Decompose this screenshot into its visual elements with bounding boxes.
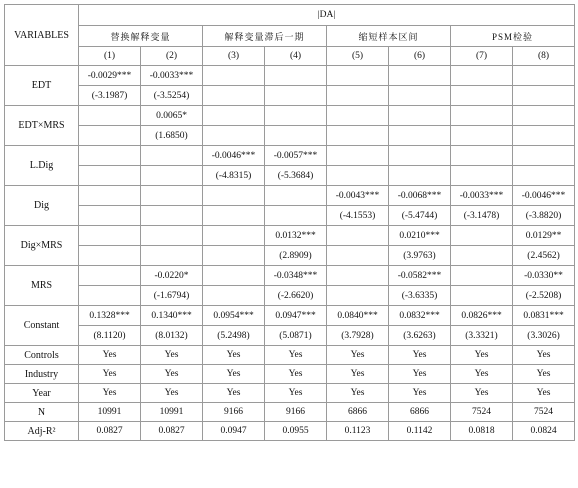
t-stat-cell: (-2.5208)	[513, 286, 575, 306]
stat-cell: 0.0947	[203, 422, 265, 441]
t-stat-cell	[79, 246, 141, 266]
coefficient-cell: -0.0068***	[389, 186, 451, 206]
column-number: (8)	[513, 47, 575, 66]
stat-cell: 0.1142	[389, 422, 451, 441]
t-stat-cell	[327, 246, 389, 266]
stat-cell: Yes	[327, 384, 389, 403]
coefficient-cell	[327, 266, 389, 286]
stat-row	[5, 422, 575, 441]
t-stat-cell: (-3.1987)	[79, 86, 141, 106]
coefficient-cell	[265, 106, 327, 126]
t-stat-cell	[141, 246, 203, 266]
stat-cell: Yes	[451, 346, 513, 365]
coefficient-cell	[79, 226, 141, 246]
t-stat-cell	[451, 126, 513, 146]
group-header-1: 替换解释变量	[79, 26, 203, 47]
t-stat-cell: (-1.6794)	[141, 286, 203, 306]
t-stat-cell: (5.2498)	[203, 326, 265, 346]
coefficient-cell: -0.0033***	[141, 66, 203, 86]
stat-row	[5, 384, 575, 403]
stat-cell: 0.0818	[451, 422, 513, 441]
coefficient-cell	[451, 146, 513, 166]
stat-cell: Yes	[265, 346, 327, 365]
t-stat-cell	[79, 286, 141, 306]
t-stat-cell: (-3.6335)	[389, 286, 451, 306]
stat-cell: 10991	[141, 403, 203, 422]
row-label: MRS	[5, 266, 79, 306]
row-label: Dig	[5, 186, 79, 226]
stat-cell: Yes	[327, 346, 389, 365]
stat-row	[5, 403, 575, 422]
coefficient-cell	[327, 106, 389, 126]
t-stat-cell	[203, 126, 265, 146]
coefficient-cell	[203, 186, 265, 206]
coefficient-cell: 0.0129**	[513, 226, 575, 246]
stat-cell: Yes	[513, 365, 575, 384]
t-stat-cell	[451, 86, 513, 106]
t-stat-cell: (5.0871)	[265, 326, 327, 346]
coef-row	[5, 66, 575, 86]
stat-cell: Yes	[513, 346, 575, 365]
t-stat-cell	[327, 286, 389, 306]
stat-cell: Yes	[141, 365, 203, 384]
coef-row	[5, 306, 575, 326]
t-stat-cell	[327, 126, 389, 146]
coefficient-cell: 0.0947***	[265, 306, 327, 326]
coefficient-cell	[451, 266, 513, 286]
row-label: EDT×MRS	[5, 106, 79, 146]
t-stat-cell	[141, 166, 203, 186]
t-stat-cell	[265, 126, 327, 146]
t-stat-cell	[265, 206, 327, 226]
t-stat-row	[5, 246, 575, 266]
t-stat-cell	[141, 206, 203, 226]
stat-cell: Yes	[203, 384, 265, 403]
coefficient-cell	[451, 106, 513, 126]
t-stat-cell	[203, 286, 265, 306]
t-stat-cell: (-5.3684)	[265, 166, 327, 186]
coefficient-cell: -0.0057***	[265, 146, 327, 166]
t-stat-cell	[513, 166, 575, 186]
coef-row	[5, 106, 575, 126]
t-stat-cell	[451, 246, 513, 266]
t-stat-cell: (3.7928)	[327, 326, 389, 346]
column-number: (1)	[79, 47, 141, 66]
row-label: Constant	[5, 306, 79, 346]
coefficient-cell	[451, 226, 513, 246]
coefficient-cell: 0.0954***	[203, 306, 265, 326]
stat-cell: Yes	[79, 384, 141, 403]
coefficient-cell: 0.0065*	[141, 106, 203, 126]
coefficient-cell: -0.0330**	[513, 266, 575, 286]
regression-table-container	[4, 4, 574, 441]
t-stat-cell: (-4.1553)	[327, 206, 389, 226]
t-stat-cell	[513, 86, 575, 106]
stat-cell: Yes	[79, 365, 141, 384]
row-label: L.Dig	[5, 146, 79, 186]
t-stat-cell	[451, 286, 513, 306]
column-number: (2)	[141, 47, 203, 66]
t-stat-cell: (-4.8315)	[203, 166, 265, 186]
stat-cell: 0.0955	[265, 422, 327, 441]
stat-label: Controls	[5, 346, 79, 365]
t-stat-cell: (-5.4744)	[389, 206, 451, 226]
t-stat-cell: (3.3321)	[451, 326, 513, 346]
coefficient-cell: 0.1340***	[141, 306, 203, 326]
t-stat-row	[5, 86, 575, 106]
coefficient-cell	[513, 146, 575, 166]
group-header-2: 解释变量滞后一期	[203, 26, 327, 47]
stat-cell: 0.0827	[79, 422, 141, 441]
t-stat-cell: (8.0132)	[141, 326, 203, 346]
t-stat-cell: (3.3026)	[513, 326, 575, 346]
coefficient-cell	[79, 106, 141, 126]
coefficient-cell	[203, 266, 265, 286]
stat-cell: Yes	[389, 384, 451, 403]
coefficient-cell	[79, 186, 141, 206]
t-stat-cell: (1.6850)	[141, 126, 203, 146]
stat-label: Industry	[5, 365, 79, 384]
t-stat-row	[5, 126, 575, 146]
coefficient-cell: -0.0033***	[451, 186, 513, 206]
stat-cell: 0.0824	[513, 422, 575, 441]
stat-cell: 9166	[265, 403, 327, 422]
stat-cell: Yes	[203, 365, 265, 384]
stat-cell: Yes	[141, 384, 203, 403]
row-label: EDT	[5, 66, 79, 106]
t-stat-cell: (-2.6620)	[265, 286, 327, 306]
t-stat-cell	[79, 166, 141, 186]
stat-cell: 10991	[79, 403, 141, 422]
coefficient-cell: -0.0348***	[265, 266, 327, 286]
coefficient-cell: 0.0132***	[265, 226, 327, 246]
stat-cell: Yes	[265, 365, 327, 384]
stat-cell: Yes	[265, 384, 327, 403]
group-header-3: 缩短样本区间	[327, 26, 451, 47]
t-stat-cell	[389, 126, 451, 146]
t-stat-cell	[203, 246, 265, 266]
coefficient-cell	[141, 226, 203, 246]
stat-cell: 6866	[327, 403, 389, 422]
stat-label: Year	[5, 384, 79, 403]
t-stat-cell	[513, 126, 575, 146]
t-stat-cell	[203, 206, 265, 226]
coefficient-cell	[265, 186, 327, 206]
t-stat-row	[5, 286, 575, 306]
coefficient-cell: -0.0582***	[389, 266, 451, 286]
coefficient-cell	[513, 106, 575, 126]
t-stat-cell	[389, 166, 451, 186]
coefficient-cell	[513, 66, 575, 86]
t-stat-cell	[451, 166, 513, 186]
stat-cell: Yes	[451, 384, 513, 403]
coef-row	[5, 146, 575, 166]
group-header-4: PSM检验	[451, 26, 575, 47]
regression-table	[4, 4, 575, 441]
dependent-variable-header: |DA|	[79, 5, 575, 26]
t-stat-cell: (3.6263)	[389, 326, 451, 346]
coefficient-cell	[451, 66, 513, 86]
stat-cell: Yes	[451, 365, 513, 384]
stat-cell: 7524	[513, 403, 575, 422]
stat-cell: 0.1123	[327, 422, 389, 441]
column-number: (5)	[327, 47, 389, 66]
coefficient-cell	[389, 146, 451, 166]
row-label: Dig×MRS	[5, 226, 79, 266]
coefficient-cell	[265, 66, 327, 86]
stat-cell: Yes	[141, 346, 203, 365]
t-stat-cell: (2.4562)	[513, 246, 575, 266]
coefficient-cell	[327, 226, 389, 246]
stat-cell: Yes	[203, 346, 265, 365]
coefficient-cell: 0.0832***	[389, 306, 451, 326]
coefficient-cell: 0.0831***	[513, 306, 575, 326]
coefficient-cell: 0.0210***	[389, 226, 451, 246]
t-stat-cell: (3.9763)	[389, 246, 451, 266]
coefficient-cell: -0.0046***	[203, 146, 265, 166]
stat-cell: Yes	[389, 365, 451, 384]
coefficient-cell	[141, 146, 203, 166]
stat-cell: Yes	[513, 384, 575, 403]
coefficient-cell: -0.0029***	[79, 66, 141, 86]
coefficient-cell: -0.0046***	[513, 186, 575, 206]
coefficient-cell	[327, 146, 389, 166]
coefficient-cell: -0.0043***	[327, 186, 389, 206]
coef-row	[5, 186, 575, 206]
variables-header: VARIABLES	[5, 5, 79, 66]
coefficient-cell: 0.1328***	[79, 306, 141, 326]
coef-row	[5, 266, 575, 286]
stat-cell: 7524	[451, 403, 513, 422]
coefficient-cell: -0.0220*	[141, 266, 203, 286]
t-stat-cell: (2.8909)	[265, 246, 327, 266]
stat-cell: Yes	[389, 346, 451, 365]
coefficient-cell	[203, 106, 265, 126]
coefficient-cell	[389, 66, 451, 86]
t-stat-row	[5, 326, 575, 346]
t-stat-cell: (-3.1478)	[451, 206, 513, 226]
t-stat-cell: (8.1120)	[79, 326, 141, 346]
stat-label: Adj-R²	[5, 422, 79, 441]
stat-label: N	[5, 403, 79, 422]
coefficient-cell	[389, 106, 451, 126]
stat-cell: 9166	[203, 403, 265, 422]
t-stat-cell: (-3.8820)	[513, 206, 575, 226]
t-stat-cell	[327, 86, 389, 106]
coefficient-cell	[203, 226, 265, 246]
t-stat-cell	[265, 86, 327, 106]
t-stat-row	[5, 166, 575, 186]
coefficient-cell	[327, 66, 389, 86]
stat-cell: Yes	[327, 365, 389, 384]
t-stat-cell	[203, 86, 265, 106]
stat-row	[5, 365, 575, 384]
stat-cell: 6866	[389, 403, 451, 422]
stat-cell: Yes	[79, 346, 141, 365]
coefficient-cell	[79, 266, 141, 286]
t-stat-row	[5, 206, 575, 226]
stat-cell: 0.0827	[141, 422, 203, 441]
t-stat-cell	[79, 206, 141, 226]
t-stat-cell	[327, 166, 389, 186]
column-number: (3)	[203, 47, 265, 66]
coefficient-cell	[79, 146, 141, 166]
t-stat-cell	[79, 126, 141, 146]
coefficient-cell: 0.0840***	[327, 306, 389, 326]
coefficient-cell	[203, 66, 265, 86]
t-stat-cell	[389, 86, 451, 106]
coefficient-cell: 0.0826***	[451, 306, 513, 326]
stat-row	[5, 346, 575, 365]
t-stat-cell: (-3.5254)	[141, 86, 203, 106]
column-number: (6)	[389, 47, 451, 66]
coef-row	[5, 226, 575, 246]
column-number: (7)	[451, 47, 513, 66]
coefficient-cell	[141, 186, 203, 206]
column-number: (4)	[265, 47, 327, 66]
